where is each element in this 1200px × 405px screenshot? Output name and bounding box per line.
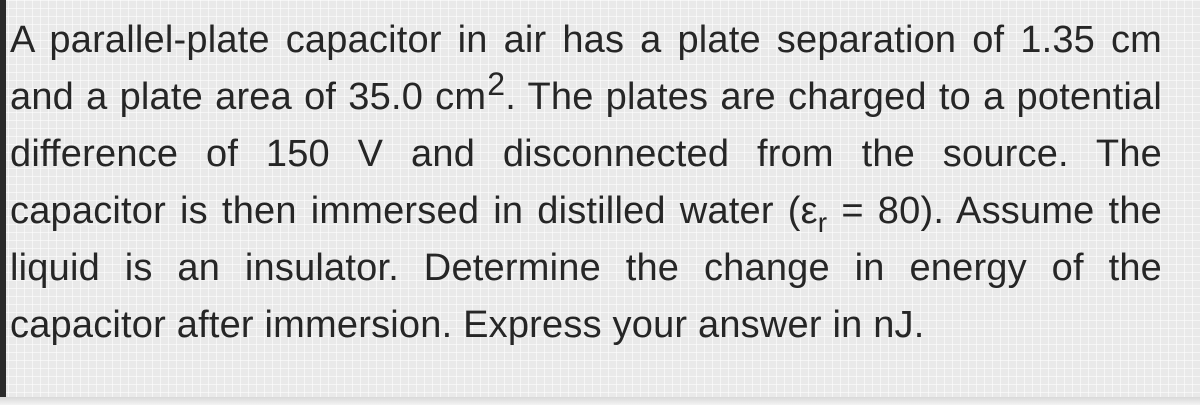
problem-line-2 [10,66,1163,126]
problem-text [10,12,1162,354]
problem-line-1: A parallel-plate capacitor in air has a plate separation of 1.35 cm [10,19,1162,61]
superscript-2: 2 [487,66,506,102]
problem-line-5: liquid is an insulator. Determine the change in energy of the [10,247,1162,289]
problem-line-3: difference of 150 V and disconnected from the source. The [10,133,1162,175]
bottom-edge [0,397,1200,405]
line-4-end: = 80). Assume the [827,190,1162,232]
problem-line-6: capacitor after immersion. Express your answer in nJ. [10,304,925,346]
problem-line-4 [10,183,1162,240]
line-2-start: and a plate area of 35.0 cm [10,76,487,118]
line-4-start: capacitor is then immersed in distilled water (ε [10,190,818,232]
line-2-end: . The plates are charged to a potential [505,76,1163,118]
subscript-r: r [817,207,828,238]
left-border [0,0,6,405]
